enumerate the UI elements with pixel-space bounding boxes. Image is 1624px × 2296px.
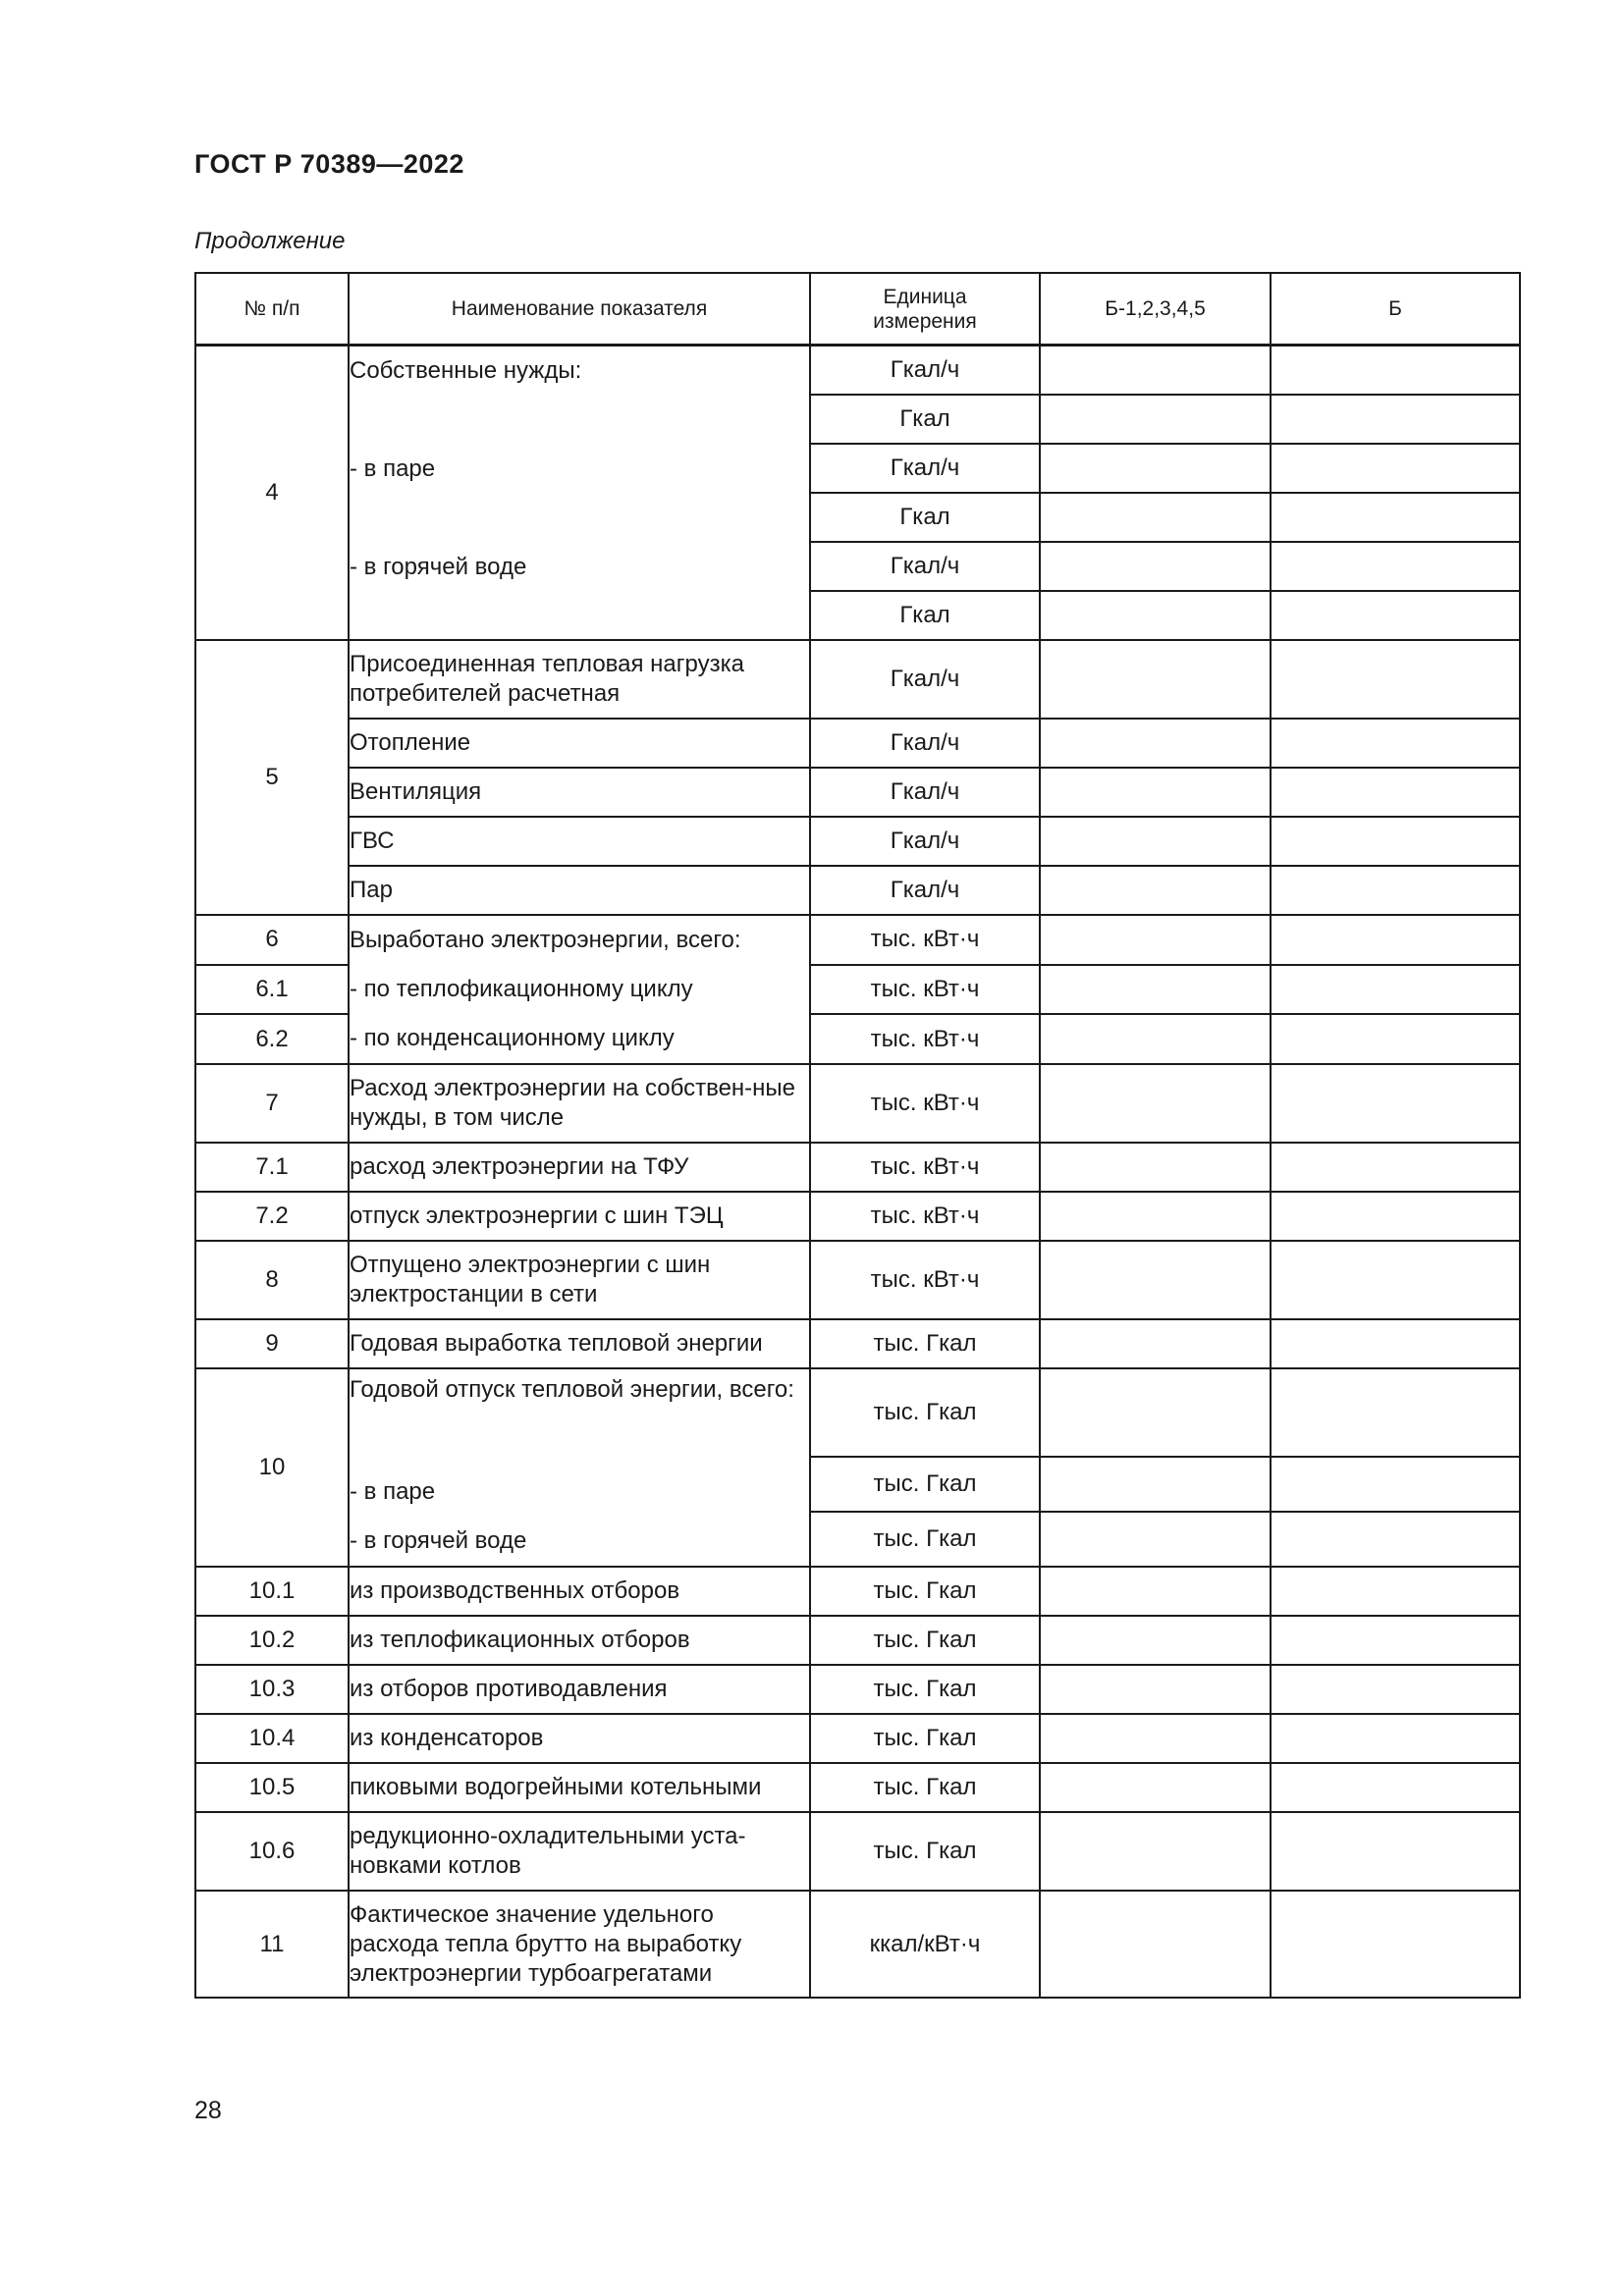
table-row: [195, 1143, 1520, 1192]
value-cell: [1271, 965, 1520, 1015]
value-cell: [1271, 1567, 1520, 1616]
row-number: 10.1: [195, 1567, 349, 1616]
table-row: [195, 1567, 1520, 1616]
value-cell: [1271, 1143, 1520, 1192]
row-number: 10.6: [195, 1812, 349, 1891]
document-code: ГОСТ Р 70389—2022: [194, 149, 464, 179]
value-cell: [1271, 542, 1520, 591]
row-name: Вентиляция: [349, 768, 810, 817]
row-name: редукционно-охладительными уста-новками котлов: [349, 1812, 810, 1891]
row-unit: тыс. Гкал: [810, 1567, 1040, 1616]
table-row: [195, 1064, 1520, 1143]
value-cell: [1040, 1567, 1271, 1616]
table-row: [195, 719, 1520, 768]
row-unit: Гкал/ч: [810, 640, 1040, 719]
value-cell: [1040, 346, 1271, 396]
row-unit: тыс. кВт·ч: [810, 1192, 1040, 1241]
row-name: [349, 915, 810, 1064]
row-number: 6: [195, 915, 349, 965]
value-cell: [1040, 1368, 1271, 1457]
value-cell: [1040, 768, 1271, 817]
row-number: 11: [195, 1891, 349, 1998]
row-number: 7.1: [195, 1143, 349, 1192]
row-unit: тыс. Гкал: [810, 1512, 1040, 1567]
row-number: 5: [195, 640, 349, 915]
value-cell: [1271, 1319, 1520, 1368]
row-unit: тыс. кВт·ч: [810, 1241, 1040, 1319]
table-row: [195, 768, 1520, 817]
value-cell: [1040, 1891, 1271, 1998]
value-cell: [1040, 1714, 1271, 1763]
table-row: [195, 1714, 1520, 1763]
value-cell: [1040, 591, 1271, 640]
value-cell: [1040, 1064, 1271, 1143]
value-cell: [1271, 1014, 1520, 1064]
row-name: пиковыми водогрейными котельными: [349, 1763, 810, 1812]
value-cell: [1271, 1457, 1520, 1512]
row-unit: Гкал: [810, 395, 1040, 444]
value-cell: [1271, 1512, 1520, 1567]
row-number: 4: [195, 346, 349, 641]
row-name: [349, 1368, 810, 1567]
value-cell: [1040, 1319, 1271, 1368]
header-cell-name: Наименование показателя: [349, 273, 810, 346]
row-number: 10.2: [195, 1616, 349, 1665]
value-cell: [1271, 915, 1520, 965]
row-unit: тыс. Гкал: [810, 1763, 1040, 1812]
value-cell: [1040, 640, 1271, 719]
continuation-label: Продолжение: [194, 228, 346, 254]
header-cell-number: № п/п: [195, 273, 349, 346]
row-unit: тыс. Гкал: [810, 1319, 1040, 1368]
row-number: 10.4: [195, 1714, 349, 1763]
value-cell: [1040, 1616, 1271, 1665]
value-cell: [1271, 719, 1520, 768]
value-cell: [1040, 1512, 1271, 1567]
value-cell: [1271, 1812, 1520, 1891]
row-name: Годовая выработка тепловой энергии: [349, 1319, 810, 1368]
row-name-line: - в горячей воде: [350, 1527, 527, 1554]
row-name-line: Годовой отпуск тепловой энергии, всего:: [350, 1376, 794, 1403]
row-unit: Гкал/ч: [810, 346, 1040, 396]
row-name: отпуск электроэнергии с шин ТЭЦ: [349, 1192, 810, 1241]
row-unit: тыс. кВт·ч: [810, 965, 1040, 1015]
row-name: из производственных отборов: [349, 1567, 810, 1616]
header-cell-b12345: Б-1,2,3,4,5: [1040, 273, 1271, 346]
row-number: 8: [195, 1241, 349, 1319]
value-cell: [1271, 1192, 1520, 1241]
value-cell: [1040, 1143, 1271, 1192]
value-cell: [1040, 866, 1271, 915]
row-name-line: - по конденсационному циклу: [350, 1025, 675, 1051]
value-cell: [1040, 1241, 1271, 1319]
value-cell: [1271, 1241, 1520, 1319]
row-name-line: Собственные нужды:: [350, 357, 582, 384]
table-row: [195, 817, 1520, 866]
row-unit: Гкал/ч: [810, 817, 1040, 866]
row-number: 10: [195, 1368, 349, 1567]
row-unit: тыс. Гкал: [810, 1368, 1040, 1457]
row-name: из конденсаторов: [349, 1714, 810, 1763]
row-unit: ккал/кВт·ч: [810, 1891, 1040, 1998]
table-row: [195, 866, 1520, 915]
row-name: Пар: [349, 866, 810, 915]
table-row: [195, 1812, 1520, 1891]
value-cell: [1040, 1457, 1271, 1512]
row-unit: тыс. кВт·ч: [810, 915, 1040, 965]
value-cell: [1271, 1891, 1520, 1998]
row-unit: Гкал/ч: [810, 768, 1040, 817]
header-cell-b: Б: [1271, 273, 1520, 346]
value-cell: [1271, 1616, 1520, 1665]
row-name: Расход электроэнергии на собствен-ные нужды, в том числе: [349, 1064, 810, 1143]
value-cell: [1040, 719, 1271, 768]
value-cell: [1271, 817, 1520, 866]
row-number: 6.1: [195, 965, 349, 1015]
table-row: [195, 1665, 1520, 1714]
row-name: из отборов противодавления: [349, 1665, 810, 1714]
row-name: [349, 346, 810, 641]
value-cell: [1271, 1714, 1520, 1763]
row-name: из теплофикационных отборов: [349, 1616, 810, 1665]
value-cell: [1040, 1812, 1271, 1891]
row-name-spacer: [350, 396, 809, 445]
row-name-spacer: [350, 494, 809, 543]
row-unit: тыс. кВт·ч: [810, 1064, 1040, 1143]
value-cell: [1271, 640, 1520, 719]
row-number: 7: [195, 1064, 349, 1143]
value-cell: [1271, 395, 1520, 444]
table-row: [195, 346, 1520, 396]
header-unit-text: Единица измерения: [873, 285, 977, 333]
row-name: Присоединенная тепловая нагрузка потребителей расчетная: [349, 640, 810, 719]
table-row: [195, 1319, 1520, 1368]
row-unit: тыс. Гкал: [810, 1616, 1040, 1665]
value-cell: [1271, 444, 1520, 493]
row-unit: Гкал: [810, 591, 1040, 640]
value-cell: [1040, 965, 1271, 1015]
row-name: ГВС: [349, 817, 810, 866]
row-unit: тыс. Гкал: [810, 1714, 1040, 1763]
value-cell: [1271, 493, 1520, 542]
value-cell: [1271, 346, 1520, 396]
row-unit: тыс. кВт·ч: [810, 1143, 1040, 1192]
value-cell: [1271, 768, 1520, 817]
table-row: [195, 1763, 1520, 1812]
table-row: [195, 1368, 1520, 1457]
value-cell: [1271, 866, 1520, 915]
row-number: 6.2: [195, 1014, 349, 1064]
row-unit: Гкал/ч: [810, 542, 1040, 591]
row-unit: тыс. Гкал: [810, 1457, 1040, 1512]
row-unit: Гкал/ч: [810, 866, 1040, 915]
row-unit: тыс. кВт·ч: [810, 1014, 1040, 1064]
row-unit: Гкал: [810, 493, 1040, 542]
row-name-line: - в паре: [350, 455, 436, 482]
table-row: [195, 640, 1520, 719]
value-cell: [1040, 1192, 1271, 1241]
value-cell: [1040, 1763, 1271, 1812]
row-name-line: Выработано электроэнергии, всего:: [350, 927, 741, 953]
row-name: расход электроэнергии на ТФУ: [349, 1143, 810, 1192]
row-name: Отпущено электроэнергии с шин электростанции в сети: [349, 1241, 810, 1319]
row-name-line: - по теплофикационному циклу: [350, 976, 693, 1002]
table-row: [195, 915, 1520, 965]
row-number: 7.2: [195, 1192, 349, 1241]
value-cell: [1040, 395, 1271, 444]
value-cell: [1040, 444, 1271, 493]
table-row: [195, 1241, 1520, 1319]
row-unit: Гкал/ч: [810, 444, 1040, 493]
value-cell: [1040, 1014, 1271, 1064]
table-row: [195, 1891, 1520, 1998]
value-cell: [1040, 493, 1271, 542]
row-name-line: - в горячей воде: [350, 554, 527, 580]
row-number: 10.3: [195, 1665, 349, 1714]
header-cell-unit: [810, 273, 1040, 346]
value-cell: [1271, 1368, 1520, 1457]
value-cell: [1040, 817, 1271, 866]
value-cell: [1271, 1763, 1520, 1812]
page-number: 28: [194, 2097, 222, 2124]
table-row: [195, 1616, 1520, 1665]
row-unit: Гкал/ч: [810, 719, 1040, 768]
table-header-row: [195, 273, 1520, 346]
value-cell: [1040, 915, 1271, 965]
row-name: Отопление: [349, 719, 810, 768]
value-cell: [1040, 542, 1271, 591]
row-name-line: - в паре: [350, 1478, 436, 1505]
value-cell: [1271, 1665, 1520, 1714]
value-cell: [1040, 1665, 1271, 1714]
row-unit: тыс. Гкал: [810, 1665, 1040, 1714]
value-cell: [1271, 591, 1520, 640]
indicators-table: [194, 272, 1521, 1999]
table-row: [195, 1192, 1520, 1241]
row-number: 9: [195, 1319, 349, 1368]
row-number: 10.5: [195, 1763, 349, 1812]
row-name: Фактическое значение удельного расхода тепла брутто на выработку электроэнергии турбоагрегатами: [349, 1891, 810, 1998]
row-unit: тыс. Гкал: [810, 1812, 1040, 1891]
value-cell: [1271, 1064, 1520, 1143]
